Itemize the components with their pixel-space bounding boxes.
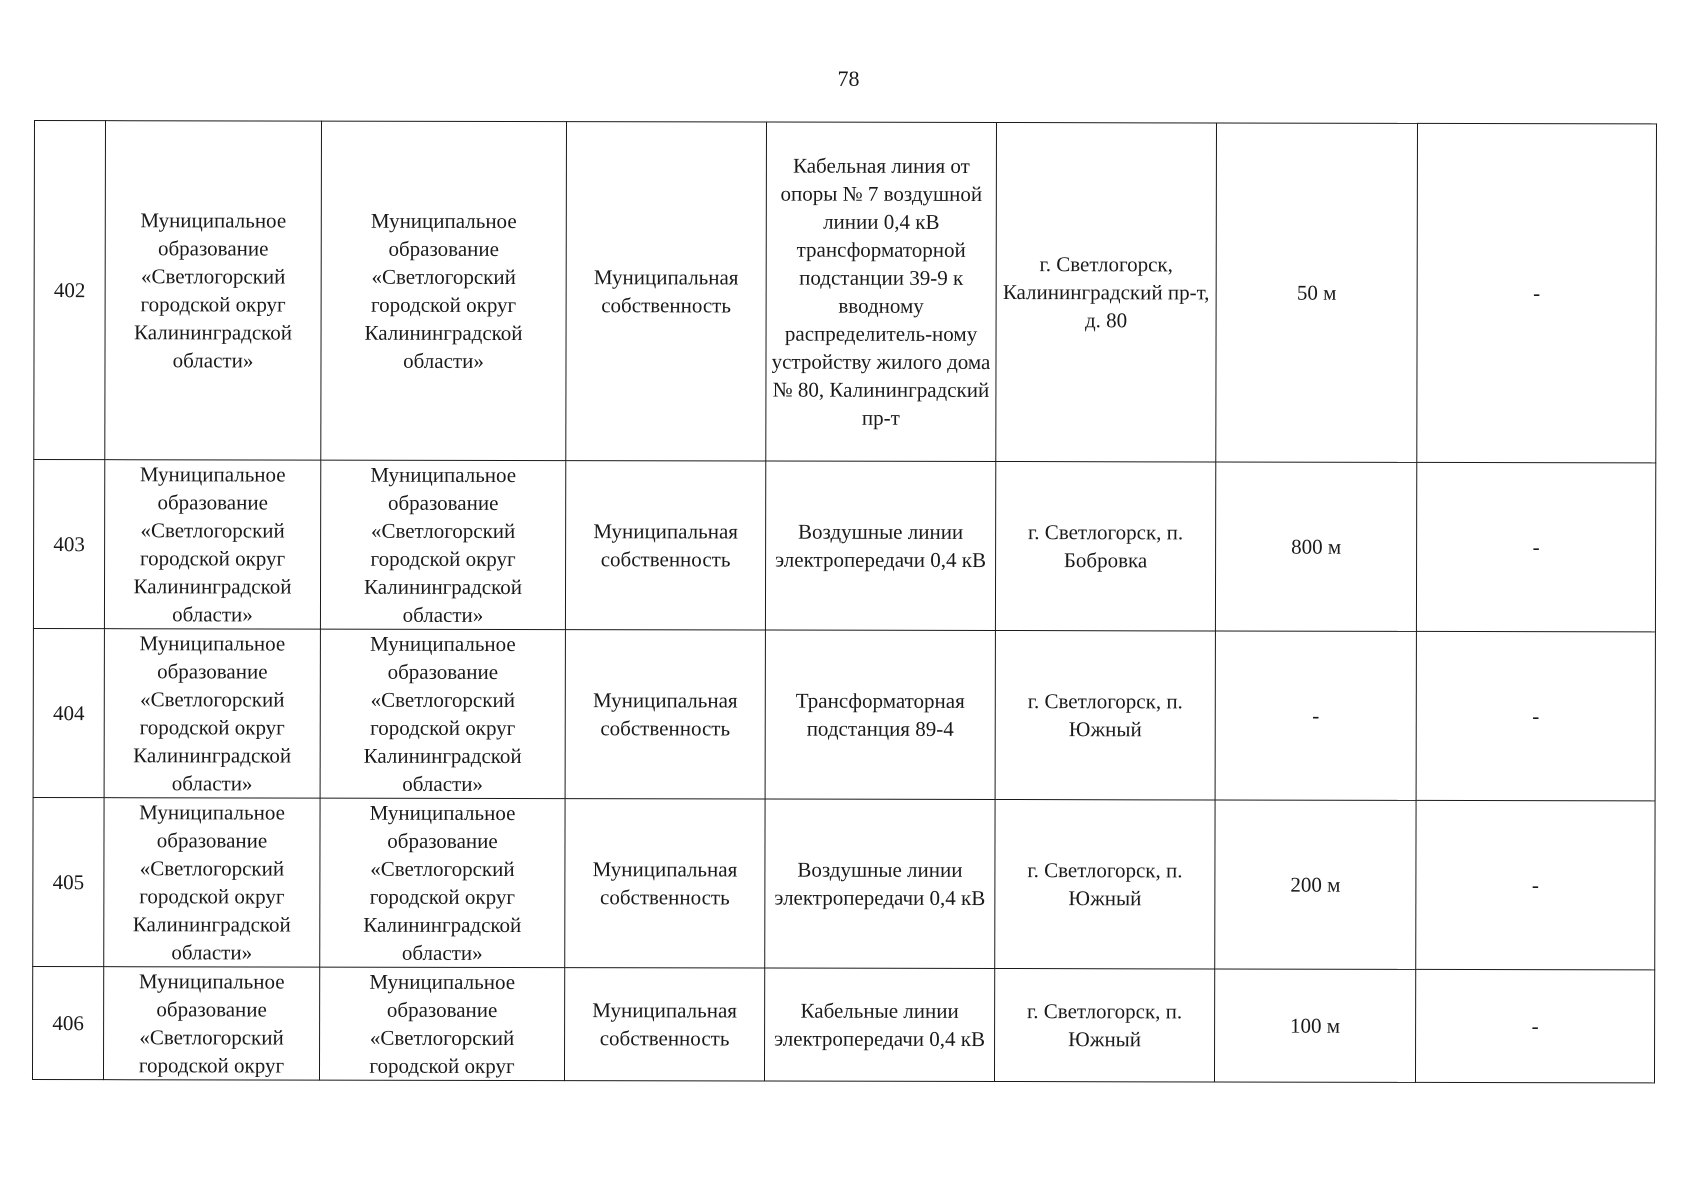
row-number: 405 <box>33 797 104 966</box>
extra-cell: - <box>1416 631 1655 801</box>
table-row <box>33 797 1655 969</box>
page-number: 78 <box>837 66 860 91</box>
table-row <box>33 628 1655 800</box>
holder-cell: Муниципальное образование «Светлогорский городской округ Калининградской области» <box>320 629 565 799</box>
table-row <box>33 460 1655 632</box>
row-number: 402 <box>34 121 106 460</box>
row-number: 404 <box>33 628 104 797</box>
owner-cell: Муниципальное образование «Светлогорский городской округ Калининградской области» <box>105 121 322 460</box>
owner-cell: Муниципальное образование «Светлогорский городской округ Калининградской области» <box>104 798 320 967</box>
length-cell: 800 м <box>1215 462 1416 631</box>
address-cell: г. Светлогорск, п. Южный <box>995 800 1215 969</box>
ownership-form-cell: Муниципальная собственность <box>565 461 765 630</box>
object-cell: Трансформаторная подстанция 89-4 <box>765 630 995 799</box>
object-cell: Кабельные линии электропередачи 0,4 кВ <box>764 968 994 1081</box>
property-registry-table <box>32 120 1657 1083</box>
address-cell: г. Светлогорск, п. Южный <box>995 631 1215 800</box>
holder-cell: Муниципальное образование «Светлогорский городской округ <box>319 967 564 1081</box>
extra-cell: - <box>1415 969 1654 1083</box>
extra-cell: - <box>1416 800 1655 970</box>
ownership-form-cell: Муниципальная собственность <box>564 968 764 1081</box>
address-cell: г. Светлогорск, Калининградский пр-т, д. 80 <box>996 123 1217 462</box>
table-row <box>34 121 1657 463</box>
owner-cell: Муниципальное образование «Светлогорский городской округ <box>103 967 319 1080</box>
row-number: 406 <box>32 966 103 1079</box>
ownership-form-cell: Муниципальная собственность <box>565 630 765 799</box>
extra-cell: - <box>1417 123 1657 462</box>
owner-cell: Муниципальное образование «Светлогорский городской округ Калининградской области» <box>104 629 320 798</box>
object-cell: Воздушные линии электропередачи 0,4 кВ <box>765 799 995 968</box>
ownership-form-cell: Муниципальная собственность <box>566 122 767 461</box>
holder-cell: Муниципальное образование «Светлогорский городской округ Калининградской области» <box>320 798 565 968</box>
length-cell: 50 м <box>1216 123 1418 462</box>
owner-cell: Муниципальное образование «Светлогорский городской округ Калининградской области» <box>104 460 320 629</box>
object-cell: Кабельная линия от опоры № 7 воздушной линии 0,4 кВ трансформаторной подстанции 39-9 к вводному распределитель-ному устройству жилого дома № 80, Калининградский пр-т <box>766 122 997 461</box>
holder-cell: Муниципальное образование «Светлогорский городской округ Калининградской области» <box>321 121 567 461</box>
extra-cell: - <box>1416 462 1655 632</box>
address-cell: г. Светлогорск, п. Южный <box>994 969 1214 1082</box>
table-row <box>32 966 1654 1082</box>
holder-cell: Муниципальное образование «Светлогорский городской округ Калининградской области» <box>320 460 565 630</box>
length-cell: 200 м <box>1215 800 1416 969</box>
length-cell: - <box>1215 631 1416 800</box>
object-cell: Воздушные линии электропередачи 0,4 кВ <box>765 461 995 630</box>
address-cell: г. Светлогорск, п. Бобровка <box>995 462 1215 631</box>
row-number: 403 <box>33 460 104 629</box>
length-cell: 100 м <box>1214 969 1415 1082</box>
ownership-form-cell: Муниципальная собственность <box>565 799 765 968</box>
